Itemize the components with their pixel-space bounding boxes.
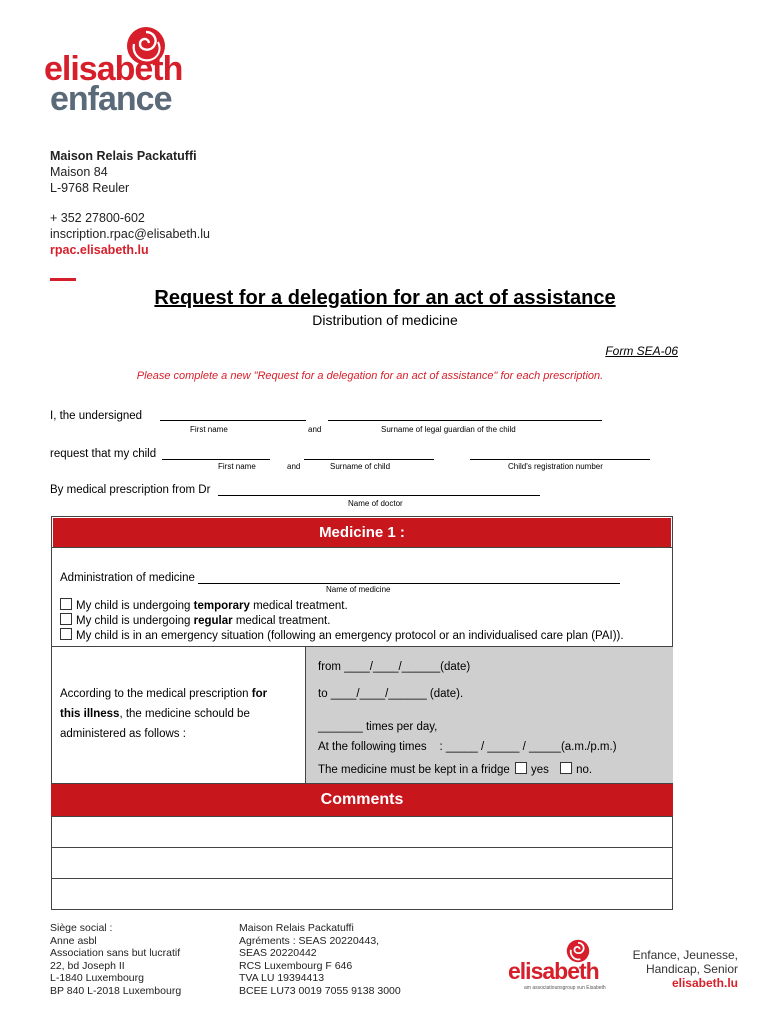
according-pre: According to the medical prescription: [60, 688, 252, 700]
address-block: [50, 148, 210, 258]
guardian-surname-field[interactable]: [328, 408, 602, 421]
to-date[interactable]: to ____/____/______ (date).: [318, 688, 464, 700]
footer-line: BP 840 L-2018 Luxembourg: [50, 984, 182, 997]
tagline-line: Handicap, Senior: [645, 962, 738, 976]
divider: [50, 278, 76, 281]
email: inscription.rpac@elisabeth.lu: [50, 227, 210, 241]
phone: + 352 27800-602: [50, 211, 145, 225]
tagline-link[interactable]: elisabeth.lu: [671, 976, 738, 990]
yes-label: yes: [530, 764, 549, 776]
website-link[interactable]: rpac.elisabeth.lu: [50, 243, 149, 257]
divider: [51, 547, 673, 548]
first-name-caption: First name: [190, 425, 228, 434]
comment-line-2[interactable]: [51, 847, 673, 879]
footer-line: RCS Luxembourg F 646: [239, 959, 353, 972]
option-text: My child is undergoing: [76, 615, 194, 627]
medicine-name-caption: Name of medicine: [326, 585, 391, 594]
comment-line-3[interactable]: [51, 878, 673, 910]
footer-line: L-1840 Luxembourg: [50, 972, 144, 984]
admin-label: Administration of medicine: [60, 572, 195, 584]
footer-line: Siège social :: [50, 922, 113, 934]
times-per-day[interactable]: _______ times per day,: [318, 721, 438, 733]
according-line3: administered as follows :: [60, 728, 186, 740]
child-surname-field[interactable]: [304, 447, 434, 460]
medicine-name-field[interactable]: [198, 571, 620, 584]
footer-line: Agréments : SEAS 20220443,: [239, 934, 380, 947]
checkbox-fridge-no[interactable]: [560, 762, 572, 774]
option-text: medical treatment.: [232, 615, 331, 627]
fridge-label: The medicine must be kept in a fridge: [318, 764, 510, 776]
footer-logo-sub: am associatiounsgroup vun Eisabeth: [524, 985, 606, 991]
footer-tagline: [630, 948, 738, 990]
following-times[interactable]: At the following times : _____ / _____ / _____(a.m./p.m.): [318, 741, 617, 753]
footer-details: [239, 922, 401, 997]
doctor-caption: Name of doctor: [348, 499, 403, 508]
option-text: My child is in an emergency situation (following an emergency protocol or an individualised care plan (PAI)).: [76, 630, 624, 642]
according-post: , the medicine schould be: [119, 708, 250, 720]
checkbox-emergency[interactable]: [60, 628, 72, 640]
notice: Please complete a new "Request for a delegation for an act of assistance" for each prescription.: [136, 370, 604, 382]
footer-line: TVA LU 19394413: [239, 972, 325, 984]
street: Maison 84: [50, 165, 108, 179]
checkbox-fridge-yes[interactable]: [515, 762, 527, 774]
footer-line: SEAS 20220442: [239, 947, 317, 959]
comment-line-1[interactable]: [51, 816, 673, 848]
treatment-options: [60, 598, 624, 643]
from-date[interactable]: from ____/____/______(date): [318, 661, 471, 673]
child-surname-caption: Surname of child: [330, 462, 391, 471]
and-caption-2: and: [287, 462, 301, 471]
option-bold: temporary: [193, 600, 250, 612]
medicine-banner: Medicine 1 :: [53, 518, 671, 547]
footer-line: 22, bd Joseph II: [50, 959, 125, 972]
fridge-row: [318, 762, 592, 776]
undersigned-label: I, the undersigned: [50, 410, 143, 422]
according-bold: for: [251, 688, 268, 700]
comments-banner: Comments: [51, 784, 673, 816]
option-text: medical treatment.: [249, 600, 348, 612]
prescription-label: By medical prescription from Dr: [50, 484, 211, 496]
page-subtitle: Distribution of medicine: [312, 312, 458, 328]
footer-registered-office: [50, 922, 181, 997]
guardian-first-name-field[interactable]: [160, 408, 306, 421]
guardian-surname-caption: Surname of legal guardian of the child: [381, 425, 516, 434]
org-name: Maison Relais Packatuffi: [50, 149, 197, 163]
checkbox-regular[interactable]: [60, 613, 72, 625]
according-text: [60, 684, 300, 744]
logo-elisabeth: elisabeth: [44, 50, 183, 88]
option-emergency[interactable]: [60, 628, 624, 643]
footer-line: Maison Relais Packatuffi: [239, 922, 354, 934]
no-label: no.: [576, 764, 593, 776]
child-first-name-field[interactable]: [162, 447, 270, 460]
footer-logo: elisabeth: [508, 958, 599, 984]
according-bold: this illness: [60, 708, 120, 720]
tagline-line: Enfance, Jeunesse,: [632, 948, 738, 962]
form-code: Form SEA-06: [605, 344, 678, 358]
option-temporary[interactable]: [60, 598, 624, 613]
footer-line: Association sans but lucratif: [50, 947, 181, 959]
request-label: request that my child: [50, 448, 157, 460]
option-text: My child is undergoing: [76, 600, 194, 612]
option-regular[interactable]: [60, 613, 624, 628]
city: L-9768 Reuler: [50, 181, 130, 195]
option-bold: regular: [193, 615, 233, 627]
registration-number-field[interactable]: [470, 447, 650, 460]
footer-line: Anne asbl: [50, 934, 97, 947]
page-title: Request for a delegation for an act of assistance: [154, 287, 616, 309]
logo-enfance: enfance: [50, 80, 172, 118]
and-caption: and: [308, 425, 322, 434]
checkbox-temporary[interactable]: [60, 598, 72, 610]
registration-caption: Child's registration number: [508, 462, 603, 471]
footer-line: BCEE LU73 0019 7055 9138 3000: [239, 984, 401, 997]
doctor-name-field[interactable]: [218, 483, 540, 496]
child-first-name-caption: First name: [218, 462, 256, 471]
